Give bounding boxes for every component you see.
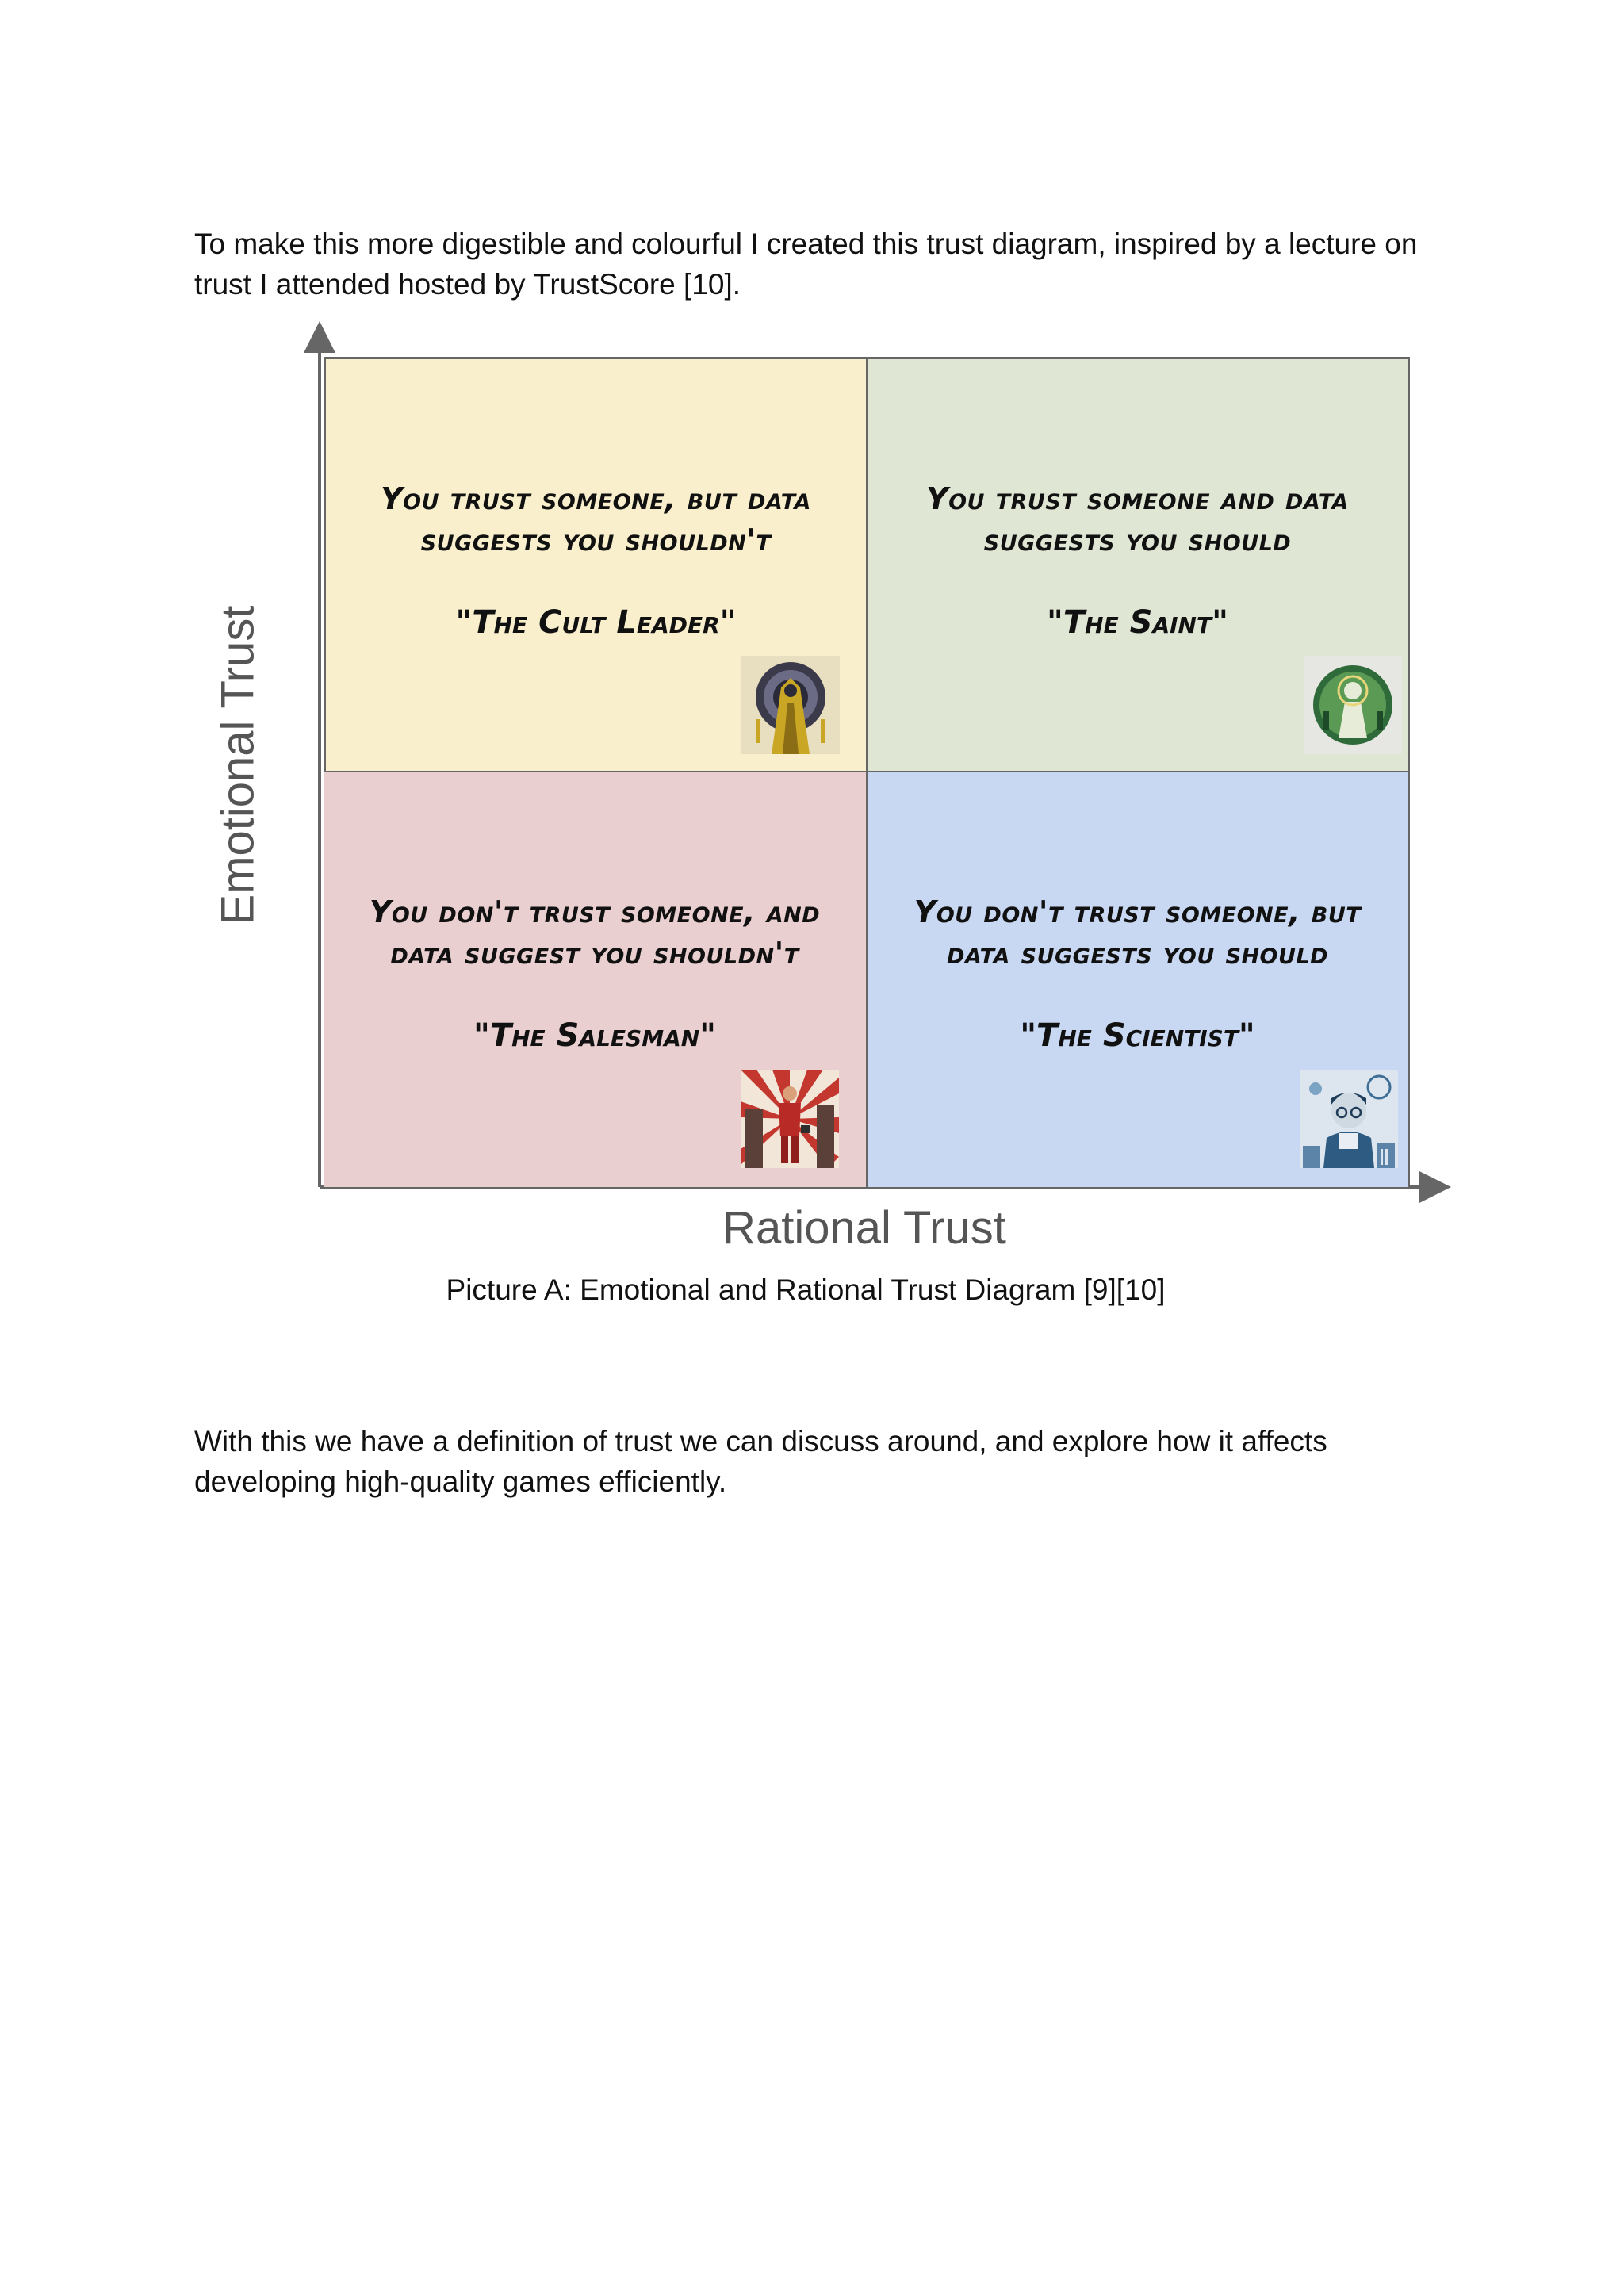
salesman-icon [741,1070,839,1168]
y-axis-label: Emotional Trust [212,605,264,925]
figure-caption: Picture A: Emotional and Rational Trust Diagram [9][10] [446,1273,1166,1306]
quadrant-cult-leader [324,357,867,772]
scientist-icon [1300,1070,1398,1168]
cult-leader-icon [741,656,840,754]
x-axis-label: Rational Trust [722,1202,1006,1254]
quadrant-description: You trust someone and data suggests you should [926,481,1349,557]
quadrant-title: "The Scientist" [1020,1017,1255,1054]
quadrant-salesman [324,772,867,1187]
quadrant-title: "The Saint" [1047,604,1228,641]
quadrant-title: "The Cult Leader" [455,604,737,641]
quadrant-saint [867,357,1410,772]
quadrant-description: You don't trust someone, and data suggest you shouldn't [369,894,821,971]
saint-icon [1304,656,1402,754]
outro-paragraph: With this we have a definition of trust we can discuss around, and explore how it affects developing high-quality games efficiently. [194,1425,1327,1498]
quadrant-scientist [867,772,1410,1187]
quadrant-title: "The Salesman" [473,1017,717,1054]
quadrant-description: You don't trust someone, but data suggests you should [914,894,1362,971]
quadrant-description: You trust someone, but data suggests you shouldn't [381,481,811,557]
intro-paragraph: To make this more digestible and colourful I created this trust diagram, inspired by a lecture on trust I attended hosted by TrustScore [10]. [194,228,1418,301]
